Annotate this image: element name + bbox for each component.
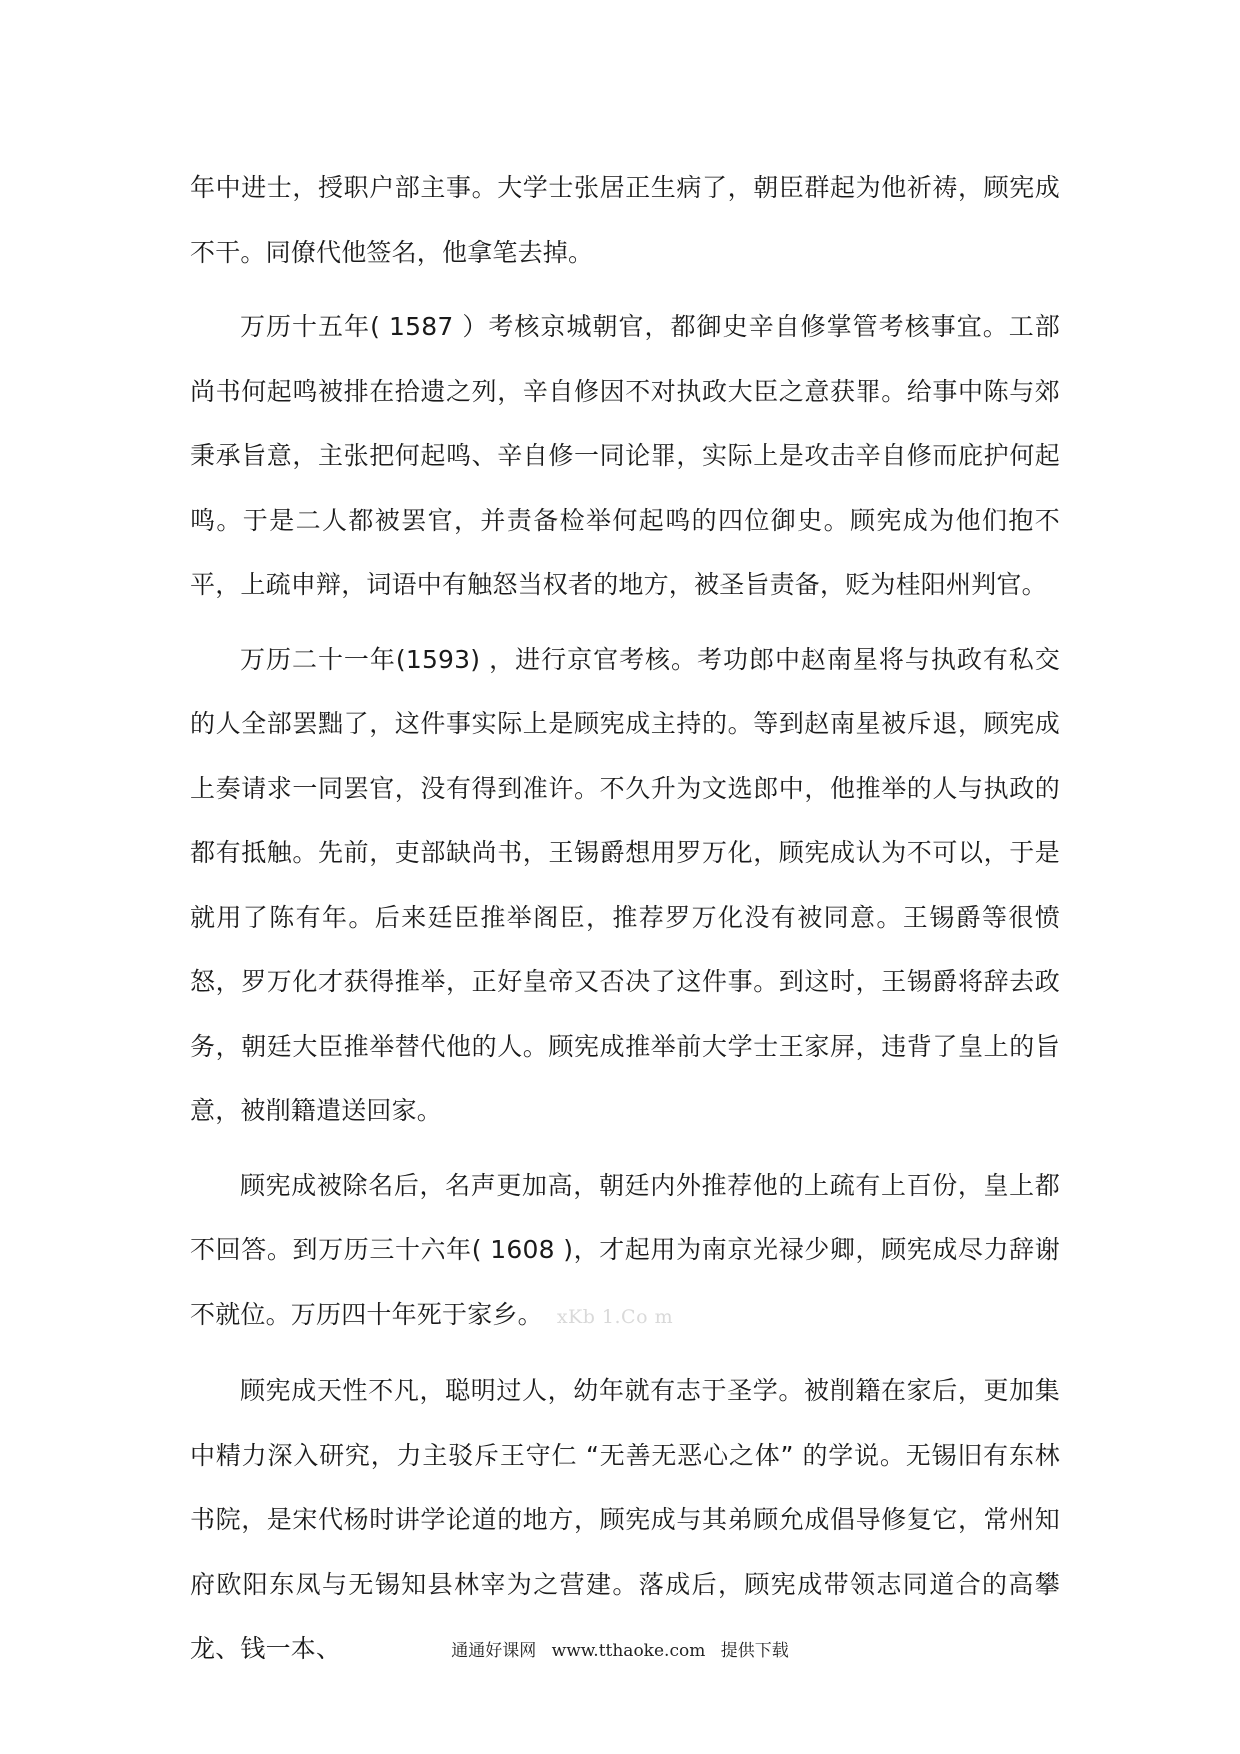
paragraph-2: 万历十五年( 1587 ）考核京城朝官，都御史辛自修掌管考核事宜。工部尚书何起鸣被排在拾遗之列，辛自修因不对执政大臣之意获罪。给事中陈与郊秉承旨意，主张把何起鸣、辛自修一同论罪，实际上是攻击辛自修而庇护何起鸣。于是二人都被罢官，并责备检举何起鸣的四位御史。顾宪成为他们抱不平，上疏申辩，词语中有触怒当权者的地方，被圣旨责备，贬为桂阳州判官。 <box>190 312 1060 599</box>
footer-site-name: 通通好课网 <box>451 1641 537 1661</box>
paragraph-1: 年中进士，授职户部主事。大学士张居正生病了，朝臣群起为他祈祷，顾宪成不干。同僚代他签名，他拿笔去掉。 <box>190 173 1060 267</box>
paragraph-5: 顾宪成天性不凡，聪明过人，幼年就有志于圣学。被削籍在家后，更加集中精力深入研究，力主驳斥王守仁 “无善无恶心之体” 的学说。无锡旧有东林书院，是宋代杨时讲学论道的地方，顾宪成与其弟顾允成倡导修复它，常州知府欧阳东凤与无锡知县林宰为之营建。落成后，顾宪成带领志同道合的高攀龙、钱一本、 <box>190 1376 1060 1663</box>
footer-note: 提供下载 <box>720 1641 789 1661</box>
paragraph-4-text: 顾宪成被除名后，名声更加高，朝廷内外推荐他的上疏有上百份，皇上都不回答。到万历三十六年( 1608 )，才起用为南京光禄少卿，顾宪成尽力辞谢不就位。万历四十年死于家乡。 <box>190 1170 1060 1329</box>
paragraph-3: 万历二十一年(1593) ，进行京官考核。考功郎中赵南星将与执政有私交的人全部罢黜了，这件事实际上是顾宪成主持的。等到赵南星被斥退，顾宪成上奏请求一同罢官，没有得到准许。不久升为文选郎中，他推举的人与执政的都有抵触。先前，吏部缺尚书，王锡爵想用罗万化，顾宪成认为不可以，于是就用了陈有年。后来廷臣推举阁臣，推荐罗万化没有被同意。王锡爵等很愤怒，罗万化才获得推举，正好皇帝又否决了这件事。到这时，王锡爵将辞去政务，朝廷大臣推举替代他的人。顾宪成推举前大学士王家屏，违背了皇上的旨意，被削籍遣送回家。 <box>190 644 1060 1125</box>
watermark-text: xKb 1.Co m <box>556 1305 674 1328</box>
body-text <box>190 156 1060 1692</box>
footer-url[interactable]: www.tthaoke.com <box>551 1641 706 1661</box>
page-footer <box>0 1636 1240 1661</box>
paragraph-4 <box>190 1154 1060 1350</box>
